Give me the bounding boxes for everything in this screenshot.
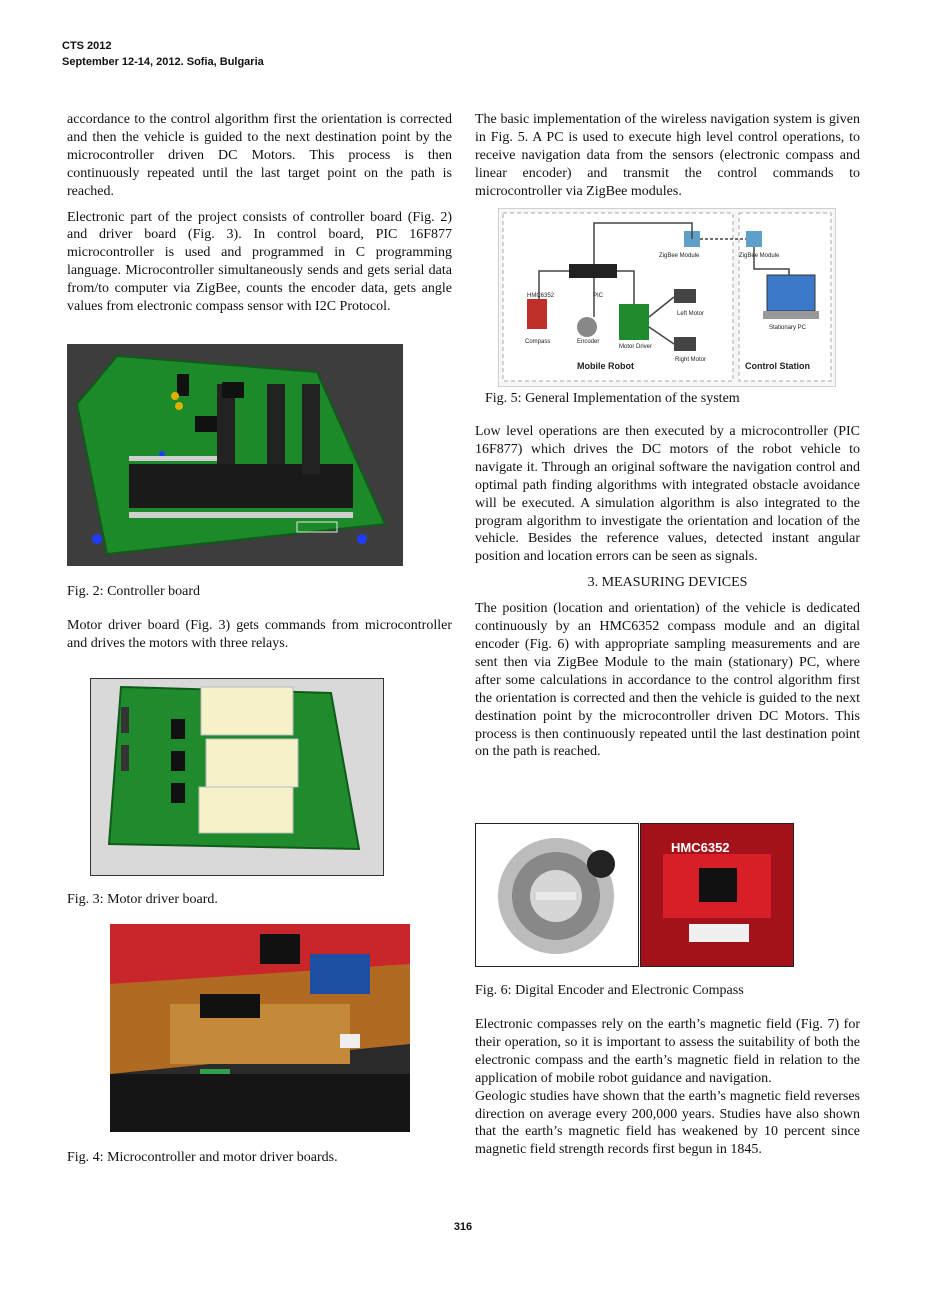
label-hmc6352: HMC6352 <box>527 293 555 299</box>
label-pic: PIC <box>593 293 604 299</box>
left-paragraph-1: accordance to the control algorithm first the orientation is corrected and then the vehicle is guided to the next destination point by the microcontroller driven DC Motors. This process is then continuously repeated until the last target point on the path is reached. <box>67 112 452 199</box>
fig5-caption: Fig. 5: General Implementation of the system <box>485 391 740 406</box>
fig6-compass-module-photo <box>640 823 794 967</box>
left-column <box>67 111 452 324</box>
fig4-caption: Fig. 4: Microcontroller and motor driver boards. <box>67 1150 338 1165</box>
right-column-top <box>475 111 860 209</box>
fig2-caption: Fig. 2: Controller board <box>67 584 200 599</box>
fig4-boards-photo <box>110 924 410 1132</box>
fig5-system-diagram <box>498 208 836 387</box>
fig3-caption: Fig. 3: Motor driver board. <box>67 892 218 907</box>
label-right-motor: Right Motor <box>675 357 707 363</box>
hmc6352-label: HMC6352 <box>671 840 730 855</box>
label-left-motor: Left Motor <box>677 311 705 317</box>
right-paragraph-4: Electronic compasses rely on the earth’s magnetic field (Fig. 7) for their operation, so it is important to assess the suitability of both the electronic compass and the earth’s magnetic field in relation to the application of mobile robot guidance and navigation. <box>475 1017 860 1086</box>
conference-date-location: September 12-14, 2012. Sofia, Bulgaria <box>62 56 264 68</box>
fig6-caption: Fig. 6: Digital Encoder and Electronic Compass <box>475 983 744 998</box>
right-paragraph-5: Geologic studies have shown that the earth’s magnetic field reverses direction on average every 200,000 years. Studies have also shown that the earth’s magnetic field has weakened by 10 percent since magnetic field strength records first begun in 1845. <box>475 1088 860 1158</box>
conference-name: CTS 2012 <box>62 40 112 52</box>
fig3-motor-driver-image <box>90 678 384 876</box>
right-paragraph-3: The position (location and orientation) of the vehicle is dedicated continuously by an HMC6352 compass module and an digital encoder (Fig. 6) with appropriate sampling measurements and are sent then via ZigBee Module to the main (stationary) PC, where after some calculations in accordance to the control algorithm first the orientation is corrected and then the vehicle is guided to the next destination point by the microcontroller driven DC Motors. This process is then continuously repeated until the last destination point on the path is reached. <box>475 601 860 760</box>
label-mobile-robot: Mobile Robot <box>577 361 634 371</box>
right-paragraph-2: Low level operations are then executed by a microcontroller (PIC 16F877) which drives the DC motors of the robot vehicle to navigate it. Through an original software the navigation control and optimal path finding algorithms with integrated obstacle avoidance will be executed. A simulation algorithm is also integrated to the program algorithm to investigate the orientation and location of the vehicle. Besides the reference values, detected instant angular position and location errors can be seen as signals. <box>475 424 860 565</box>
label-stationary-pc: Stationary PC <box>769 325 807 331</box>
left-paragraph-2: Electronic part of the project consists of controller board (Fig. 2) and driver board (Fig. 3). In control board, PIC 16F877 microcontroller is used and programmed in C programming language. Microcontroller simultaneously sends and gets serial data from/to computer via ZigBee, counts the encoder data, gets angle values from electronic compass sensor with I2C Protocol. <box>67 209 452 315</box>
fig2-controller-board-image <box>67 344 403 566</box>
label-motor-driver: Motor Driver <box>619 344 653 350</box>
fig6-digital-encoder-photo <box>475 823 639 967</box>
page-number: 316 <box>453 1221 473 1233</box>
label-control-station: Control Station <box>745 361 810 371</box>
left-paragraph-3-block <box>67 617 452 661</box>
label-zigbee-module-1: ZigBee Module <box>659 253 700 259</box>
section-heading-measuring-devices: 3. MEASURING DEVICES <box>587 575 748 591</box>
right-column-bottom <box>475 1016 860 1159</box>
right-paragraph-1: The basic implementation of the wireless navigation system is given in Fig. 5. A PC is used to execute high level control operations, to receive navigation data from the sensors (electronic compass and linear encoder) and transmit the control commands to microcontroller via ZigBee modules. <box>475 112 860 199</box>
label-encoder: Encoder <box>577 339 600 345</box>
right-column-middle <box>475 423 860 769</box>
left-paragraph-3: Motor driver board (Fig. 3) gets commands from microcontroller and drives the motors with three relays. <box>67 618 452 651</box>
label-compass: Compass <box>525 339 551 345</box>
label-zigbee-module-2: ZigBee Module <box>739 253 780 259</box>
